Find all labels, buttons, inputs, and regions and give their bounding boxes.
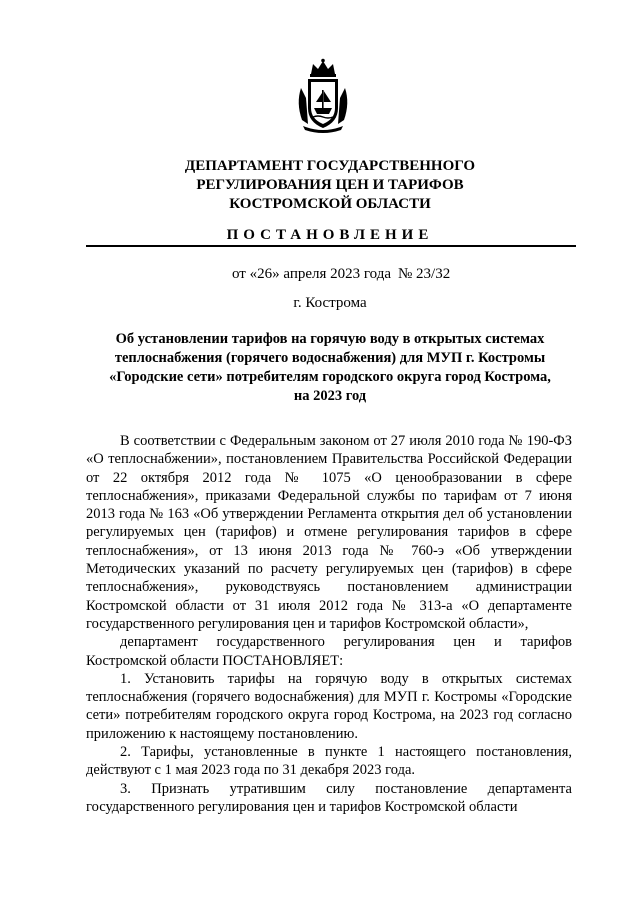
document-number: № 23/32 [398, 266, 451, 282]
preamble-paragraph: В соответствии с Федеральным законом от 27 июля 2010 года № 190-ФЗ «О теплоснабжении», постановлением Правительства Российской Федерации от 22 октября 2012 года № 1075 «О ценообразовании в сфере теплоснабжения», приказами Федеральной службы по тарифам от 7 июня 2013 года № 163 «Об утверждении Регламента открытия дел об установлении регулируемых цен (тарифов) и отмене регулирования тарифов в сфере теплоснабжения», от 13 июня 2013 года № 760-э «Об утверждении Методических указаний по расчету регулируемых цен (тарифов) в сфере теплоснабжения», руководствуясь постановлением администрации Костромской области от 31 июля 2012 года № 313-а «О департаменте государственного регулирования цен и тарифов Костромской области», [86, 433, 572, 632]
department-line-3: КОСТРОМСКОЙ ОБЛАСТИ [229, 196, 431, 212]
item-1-paragraph: 1. Установить тарифы на горячую воду в открытых системах теплоснабжения (горячего водоснабжения) для МУП г. Костромы «Городские сети» потребителям городского округа город Кострома, на 2023 год согласно приложению к настоящему постановлению. [86, 670, 572, 742]
subject-line-2: теплоснабжения (горячего водоснабжения) для МУП г. Костромы [114, 350, 546, 366]
item-3-paragraph: 3. Признать утратившим силу постановление департамента государственного регулирования цен и тарифов Костромской области [86, 780, 572, 815]
document-date: от «26» апреля 2023 года [232, 266, 392, 282]
document-body [86, 432, 572, 816]
subject-line-4: на 2023 год [293, 388, 367, 404]
document-subject [80, 330, 580, 406]
department-line-1: ДЕПАРТАМЕНТ ГОСУДАРСТВЕННОГО [184, 158, 476, 174]
resolves-paragraph: департамент государственного регулирования цен и тарифов Костромской области ПОСТАНОВЛЯЕТ: [86, 634, 572, 669]
header-divider [86, 245, 576, 247]
subject-line-1: Об установлении тарифов на горячую воду в открытых системах [115, 331, 545, 347]
department-name [60, 157, 600, 214]
subject-line-3: «Городские сети» потребителям городского округа город Кострома, [109, 369, 551, 385]
document-type-title: ПОСТАНОВЛЕНИЕ [226, 227, 434, 243]
coat-of-arms-emblem [293, 58, 353, 134]
document-place: г. Кострома [293, 295, 367, 311]
item-2-paragraph: 2. Тарифы, установленные в пункте 1 настоящего постановления, действуют с 1 мая 2023 года по 31 декабря 2023 года. [86, 744, 572, 779]
department-line-2: РЕГУЛИРОВАНИЯ ЦЕН И ТАРИФОВ [196, 177, 464, 193]
